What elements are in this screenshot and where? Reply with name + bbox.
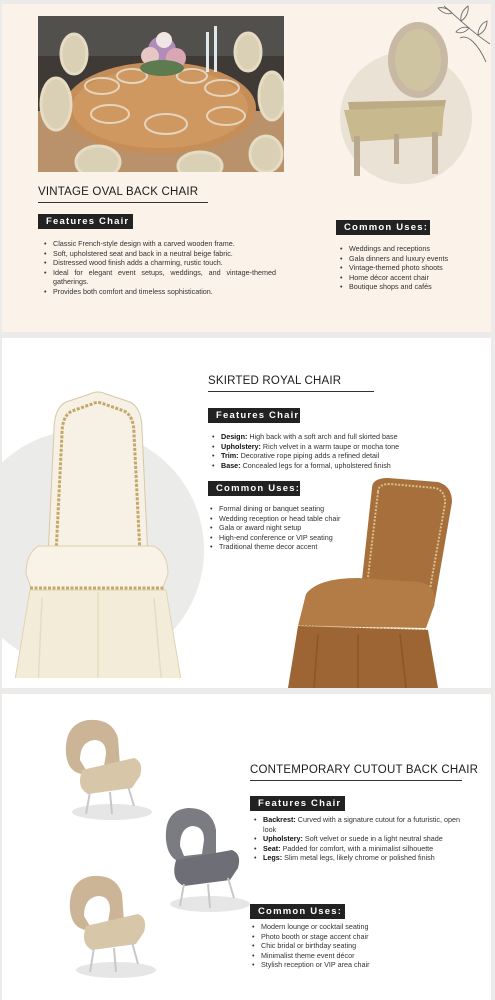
list-item: • Provides both comfort and timeless sophistication. [44, 287, 276, 297]
list-item: • High-end conference or VIP seating [210, 533, 370, 543]
list-item: • Modern lounge or cocktail seating [252, 922, 422, 932]
list-item: • Backrest: Curved with a signature cutout for a futuristic, open look [254, 815, 460, 834]
features-label: Features Chair [208, 408, 300, 423]
list-item: • Gala or award night setup [210, 523, 370, 533]
list-item: • Ideal for elegant event setups, weddings, and vintage-themed gatherings. [44, 268, 276, 287]
contemporary-cutout-back-chair-section [2, 694, 491, 1000]
banquet-table-photo [38, 16, 284, 172]
section-title: SKIRTED ROYAL CHAIR [208, 375, 342, 387]
list-item: • Upholstery: Rich velvet in a warm taupe or mocha tone [212, 442, 428, 452]
list-item: • Trim: Decorative rope piping adds a refined detail [212, 451, 428, 461]
features-label: Features Chair [250, 796, 345, 811]
list-item: • Base: Concealed legs for a formal, upholstered finish [212, 461, 428, 471]
list-item: • Chic bridal or birthday seating [252, 941, 422, 951]
list-item: • Seat: Padded for comfort, with a minimalist silhouette [254, 844, 460, 854]
features-label: Features Chair [38, 214, 133, 229]
cutout-chair-grey-photo [154, 804, 254, 914]
cutout-chair-beige-photo-2 [62, 870, 162, 980]
uses-label: Common Uses: [336, 220, 430, 235]
list-item: • Weddings and receptions [340, 244, 480, 254]
features-list [212, 432, 428, 470]
oval-back-chair-photo [336, 18, 476, 188]
list-item: • Upholstery: Soft velvet or suede in a light neutral shade [254, 834, 460, 844]
section-title: CONTEMPORARY CUTOUT BACK CHAIR [250, 764, 479, 776]
features-list [254, 815, 460, 863]
features-list [44, 239, 276, 297]
skirted-royal-chair-section [2, 338, 491, 688]
uses-label: Common Uses: [208, 481, 300, 496]
cutout-chair-beige-photo-1 [58, 714, 158, 822]
list-item: • Boutique shops and cafés [340, 282, 480, 292]
uses-list [252, 922, 422, 970]
list-item: • Distressed wood finish adds a charming, rustic touch. [44, 258, 276, 268]
list-item: • Soft, upholstered seat and back in a neutral beige fabric. [44, 249, 276, 259]
list-item: • Stylish reception or VIP area chair [252, 960, 422, 970]
list-item: • Design: High back with a soft arch and full skirted base [212, 432, 428, 442]
vintage-oval-back-chair-section [2, 4, 491, 332]
title-underline [208, 391, 374, 392]
list-item: • Vintage-themed photo shoots [340, 263, 480, 273]
title-underline [250, 780, 462, 781]
mocha-velvet-chair-photo [288, 474, 458, 688]
list-item: • Minimalist theme event décor [252, 951, 422, 961]
list-item: • Legs: Slim metal legs, likely chrome or polished finish [254, 853, 460, 863]
list-item: • Traditional theme decor accent [210, 542, 370, 552]
list-item: • Home décor accent chair [340, 273, 480, 283]
list-item: • Classic French-style design with a carved wooden frame. [44, 239, 276, 249]
list-item: • Gala dinners and luxury events [340, 254, 480, 264]
uses-label: Common Uses: [250, 904, 345, 919]
list-item: • Formal dining or banquet seating [210, 504, 370, 514]
cream-skirted-chair-photo [2, 378, 212, 678]
list-item: • Photo booth or stage accent chair [252, 932, 422, 942]
section-title: VINTAGE OVAL BACK CHAIR [38, 186, 199, 198]
list-item: • Wedding reception or head table chair [210, 514, 370, 524]
uses-list [340, 244, 480, 292]
title-underline [38, 202, 208, 203]
